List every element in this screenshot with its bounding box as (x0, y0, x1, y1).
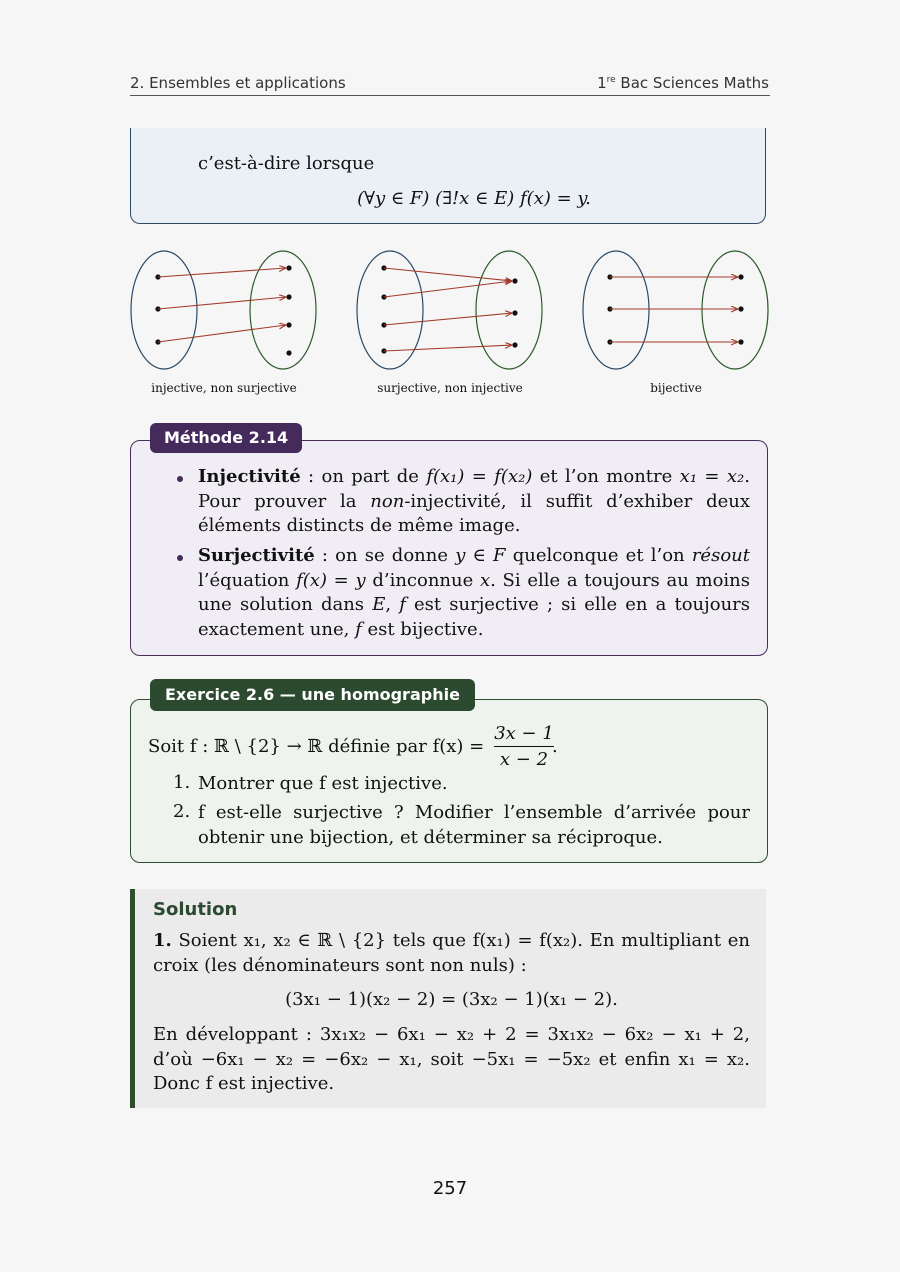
caption-injective: injective, non surjective (151, 381, 297, 395)
method-title-tab: Méthode 2.14 (150, 423, 302, 453)
exercise-fraction (494, 723, 554, 770)
domain-set (583, 251, 649, 369)
question-number: 1. (173, 772, 191, 793)
exercise-intro-end: . (552, 736, 558, 757)
definition-box (130, 128, 766, 224)
codomain-set (476, 251, 542, 369)
solution-title: Solution (153, 899, 238, 920)
course-level: 1 (597, 74, 607, 92)
question-2: f est-elle surjective ? Modifier l’ensemble d’arrivée pour obtenir une bijection, et déterminer sa réciproque. (198, 802, 750, 848)
solution-step-number: 1. (153, 930, 172, 951)
course-name: Bac Sciences Maths (615, 74, 769, 92)
definition-formula: (∀y ∈ F) (∃!x ∈ E) f(x) = y. (357, 188, 591, 209)
course-level-sup: re (606, 75, 616, 85)
caption-surjective: surjective, non injective (377, 381, 523, 395)
caption-bijective: bijective (650, 381, 702, 395)
diagram-bijective (580, 246, 770, 374)
exercise-intro: Soit f : ℝ \ {2} → ℝ définie par f(x) = (148, 736, 485, 757)
method-item-injectivity: Injectivité : on part de f(x₁) = f(x₂) et l’on montre x₁ = x₂. Pour prouver la non-injectivité, il suffit d’exhiber deux éléments distincts de même image. (198, 466, 750, 536)
method-item-surjectivity: Surjectivité : on se donne y ∈ F quelconque et l’on résout l’équation f(x) = y d’inconnue x. Si elle a toujours au moins une solution dans E, f est surjective ; si elle en a toujours exactement une, f est bijective. (198, 545, 751, 640)
bullet-icon (177, 555, 183, 561)
definition-text: c’est-à-dire lorsque (198, 153, 375, 174)
exercise-title-tab: Exercice 2.6 — une homographie (150, 679, 475, 711)
domain-set (131, 251, 197, 369)
codomain-set (702, 251, 768, 369)
method-item-title: Injectivité (198, 466, 301, 487)
fraction-denominator: x − 2 (499, 749, 549, 770)
fraction-numerator: 3x − 1 (494, 723, 554, 747)
running-header-course (597, 74, 769, 92)
solution-equation: (3x₁ − 1)(x₂ − 2) = (3x₂ − 1)(x₁ − 2). (285, 989, 618, 1010)
solution-paragraph-1: 1. Soient x₁, x₂ ∈ ℝ \ {2} tels que f(x₁) = f(x₂). En multipliant en croix (les dénominateurs sont non nuls) : (153, 930, 750, 976)
header-rule (130, 95, 770, 96)
bullet-icon (177, 476, 183, 482)
question-number: 2. (173, 801, 191, 822)
method-item-title: Surjectivité (198, 545, 315, 566)
question-1: Montrer que f est injective. (198, 773, 448, 794)
diagram-injective (128, 246, 318, 374)
diagram-surjective (354, 246, 544, 374)
solution-paragraph-2: En développant : 3x₁x₂ − 6x₁ − x₂ + 2 = 3x₁x₂ − 6x₂ − x₁ + 2, d’où −6x₁ − x₂ = −6x₂ − x₁, soit −5x₁ = −5x₂ et enfin x₁ = x₂. Donc f est injective. (153, 1024, 750, 1094)
page-number: 257 (432, 1178, 468, 1199)
running-header-chapter: 2. Ensembles et applications (130, 74, 346, 92)
